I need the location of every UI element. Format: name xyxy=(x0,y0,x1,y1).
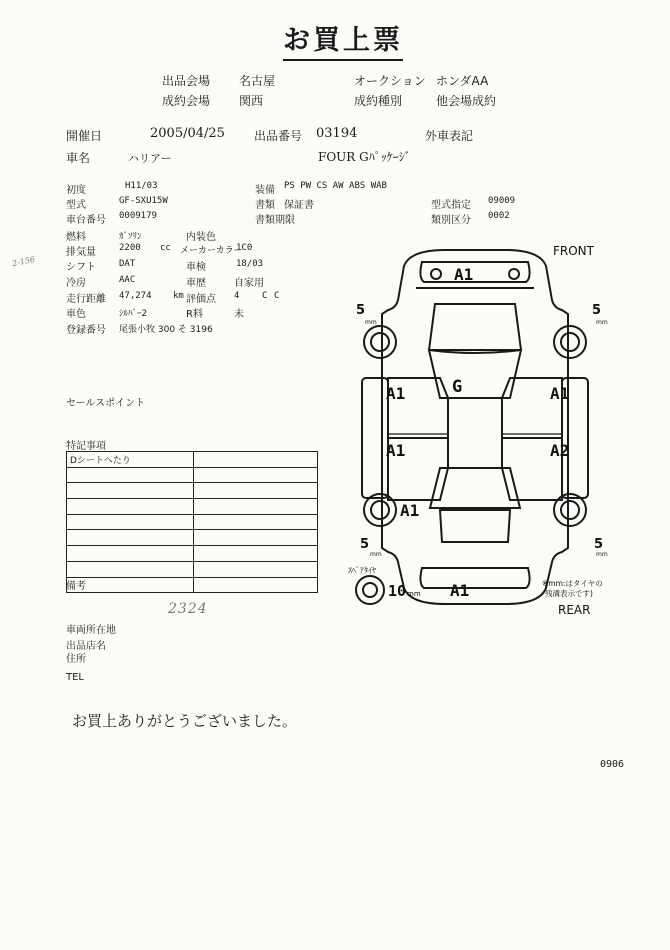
displacement-label: 排気量 xyxy=(66,247,96,258)
tire-rear-left-unit: mm xyxy=(370,551,382,558)
table-row xyxy=(67,483,318,499)
table-row xyxy=(67,530,318,546)
notes-cell xyxy=(67,499,194,515)
front-right-light xyxy=(509,269,519,279)
notes-cell xyxy=(194,514,318,530)
right-front-door-grade: A1 xyxy=(550,384,570,403)
score-label: 評価点 xyxy=(186,294,216,305)
mileage-value: 47,274 xyxy=(119,291,152,301)
plate-value: 尾張小牧 300 そ 3196 xyxy=(119,325,213,335)
inspection-label: 車検 xyxy=(186,262,206,273)
shop-name-label: 出品店名 xyxy=(66,641,106,652)
front-left-light xyxy=(431,269,441,279)
type-designation-label: 型式指定 xyxy=(431,200,471,211)
pencil-margin-note: 2-156 xyxy=(11,254,36,269)
pencil-number: 2324 xyxy=(168,601,208,617)
left-side-mirror-outline xyxy=(362,378,388,498)
shift-label: シフト xyxy=(66,262,96,273)
wheel-front-right xyxy=(554,326,586,358)
spare-tire-hub xyxy=(363,583,377,597)
form-title: お買上票 xyxy=(283,18,403,61)
tire-front-left-depth: 5 xyxy=(356,303,366,318)
recycle-label: R料 xyxy=(186,309,203,320)
right-rear-door-grade: A2 xyxy=(550,441,570,460)
auction-value: ホンダAA xyxy=(436,74,489,88)
history-value: 自家用 xyxy=(234,278,264,289)
recycle-value: 未 xyxy=(234,309,244,320)
fuel-label: 燃料 xyxy=(66,232,86,243)
lot-label: 出品番号 xyxy=(254,129,303,143)
score-value: 4 xyxy=(234,291,240,301)
category-label: 類別区分 xyxy=(431,215,471,226)
left-rear-door-grade: A1 xyxy=(386,441,406,460)
doc-type-label: 書類 xyxy=(255,200,275,211)
car-name-label: 車名 xyxy=(66,151,91,165)
equipment-label: 装備 xyxy=(255,185,275,196)
auction-label: オークション xyxy=(354,74,426,88)
tire-rear-right-depth: 5 xyxy=(594,537,604,552)
notes-cell xyxy=(194,577,318,593)
notes-cell xyxy=(67,514,194,530)
hood xyxy=(429,304,521,353)
contract-venue-value: 関西 xyxy=(239,94,264,108)
tailgate xyxy=(440,510,510,542)
tire-rear-right-unit: mm xyxy=(596,551,608,558)
table-row xyxy=(67,546,318,562)
doc-expiry-label: 書類期限 xyxy=(255,215,295,226)
wheel-rear-right-hub xyxy=(561,501,579,519)
table-row xyxy=(67,452,318,468)
tread-note-line2: 残溝表示です) xyxy=(545,589,593,598)
rear-label: REAR xyxy=(558,603,591,617)
displacement-unit: cc xyxy=(160,243,171,253)
thanks-message: お買上ありがとうございました。 xyxy=(72,712,298,730)
contract-venue-label: 成約会場 xyxy=(162,94,211,108)
address-label: 住所 xyxy=(66,654,86,665)
interior-label: 内装色 xyxy=(186,232,216,243)
spare-tire xyxy=(356,576,384,604)
color-label: 車色 xyxy=(66,309,86,320)
windshield xyxy=(429,350,521,398)
notes-cell xyxy=(67,483,194,499)
maker-color-value: 1C0 xyxy=(236,243,253,253)
mileage-label: 走行距離 xyxy=(66,294,106,305)
tire-front-right-unit: mm xyxy=(596,319,608,326)
fuel-value: ｶﾞｿﾘﾝ xyxy=(119,232,142,242)
contract-type-label: 成約種別 xyxy=(354,94,403,108)
table-row xyxy=(67,577,318,593)
first-reg-value: H11/03 xyxy=(125,181,158,191)
special-notes-table xyxy=(66,451,318,593)
date-value: 2005/04/25 xyxy=(150,126,225,141)
category-value: 0002 xyxy=(488,211,510,221)
type-designation-value: 09009 xyxy=(488,196,516,206)
inspection-value: 18/03 xyxy=(236,259,264,269)
notes-cell: Dシートへたり xyxy=(67,452,194,468)
notes-cell xyxy=(194,561,318,577)
spare-tire-label: ｽﾍﾟｱﾀｲﾔ xyxy=(348,566,376,575)
wheel-front-right-hub xyxy=(561,333,579,351)
notes-cell xyxy=(67,530,194,546)
sales-point-label: セールスポイント xyxy=(66,398,146,409)
venue-label: 出品会場 xyxy=(162,74,211,88)
table-row xyxy=(67,561,318,577)
chassis-value: 0009179 xyxy=(119,211,157,221)
venue-value: 名古屋 xyxy=(239,74,276,88)
mileage-unit: km xyxy=(173,291,184,301)
tread-note-line1: ※mm:はタイヤの xyxy=(542,579,603,588)
roof-grade: G xyxy=(452,377,463,397)
tire-front-left-unit: mm xyxy=(365,319,377,326)
notes-cell xyxy=(194,467,318,483)
equipment-value: PS PW CS AW ABS WAB xyxy=(284,181,387,191)
left-front-door-grade: A1 xyxy=(386,384,406,403)
notes-cell xyxy=(194,499,318,515)
tire-rear-left-depth: 5 xyxy=(360,537,370,552)
score-interior: C xyxy=(262,291,268,301)
tire-front-right-depth: 5 xyxy=(592,303,602,318)
chassis-label: 車台番号 xyxy=(66,215,106,226)
ac-label: 冷房 xyxy=(66,278,86,289)
contract-type-value: 他会場成約 xyxy=(436,94,497,108)
left-rear-fender-grade: A1 xyxy=(400,501,420,520)
table-row xyxy=(67,467,318,483)
rear-panel-grade: A1 xyxy=(450,581,470,600)
notes-cell xyxy=(194,483,318,499)
rear-bumper xyxy=(420,568,529,588)
table-row xyxy=(67,499,318,515)
form-code: 0906 xyxy=(600,759,625,770)
ac-value: AAC xyxy=(119,275,136,285)
lot-value: 03194 xyxy=(316,126,358,141)
doc-type-value: 保証書 xyxy=(284,200,314,211)
notes-cell xyxy=(67,561,194,577)
grade-value: FOUR Gﾊﾟｯｹｰｼﾞ xyxy=(318,150,411,164)
history-label: 車歴 xyxy=(186,278,206,289)
remarks-label: 備考 xyxy=(66,581,86,592)
notes-cell xyxy=(194,546,318,562)
notes-cell xyxy=(194,530,318,546)
wheel-front-left-hub xyxy=(371,333,389,351)
plate-label: 登録番号 xyxy=(66,325,106,336)
front-panel-grade: A1 xyxy=(454,265,474,284)
notes-cell xyxy=(194,452,318,468)
model-label: 型式 xyxy=(66,200,86,211)
vehicle-location-label: 車両所在地 xyxy=(66,625,116,636)
roof xyxy=(448,398,502,468)
date-label: 開催日 xyxy=(66,129,103,143)
vehicle-condition-diagram xyxy=(340,238,610,623)
front-label: FRONT xyxy=(553,244,594,258)
notes-cell xyxy=(67,546,194,562)
shift-value: DAT xyxy=(119,259,136,269)
tel-label: TEL xyxy=(66,672,84,683)
wheel-front-left xyxy=(364,326,396,358)
displacement-value: 2200 xyxy=(119,243,141,253)
first-reg-label: 初度 xyxy=(66,185,86,196)
special-notes-label: 特記事項 xyxy=(66,441,106,452)
car-name-value: ハリアー xyxy=(128,152,172,165)
spare-tire-unit: mm xyxy=(407,590,421,598)
spare-tire-depth: 10 xyxy=(388,582,407,600)
wheel-rear-left-hub xyxy=(371,501,389,519)
table-row xyxy=(67,514,318,530)
exterior-label: 外車表記 xyxy=(425,129,474,143)
maker-color-label: メーカーカラー xyxy=(180,246,243,256)
model-value: GF-SXU15W xyxy=(119,196,168,206)
score-exterior: C xyxy=(274,291,280,301)
color-value: ｼﾙﾊﾞｰ2 xyxy=(119,309,148,319)
notes-cell xyxy=(67,467,194,483)
